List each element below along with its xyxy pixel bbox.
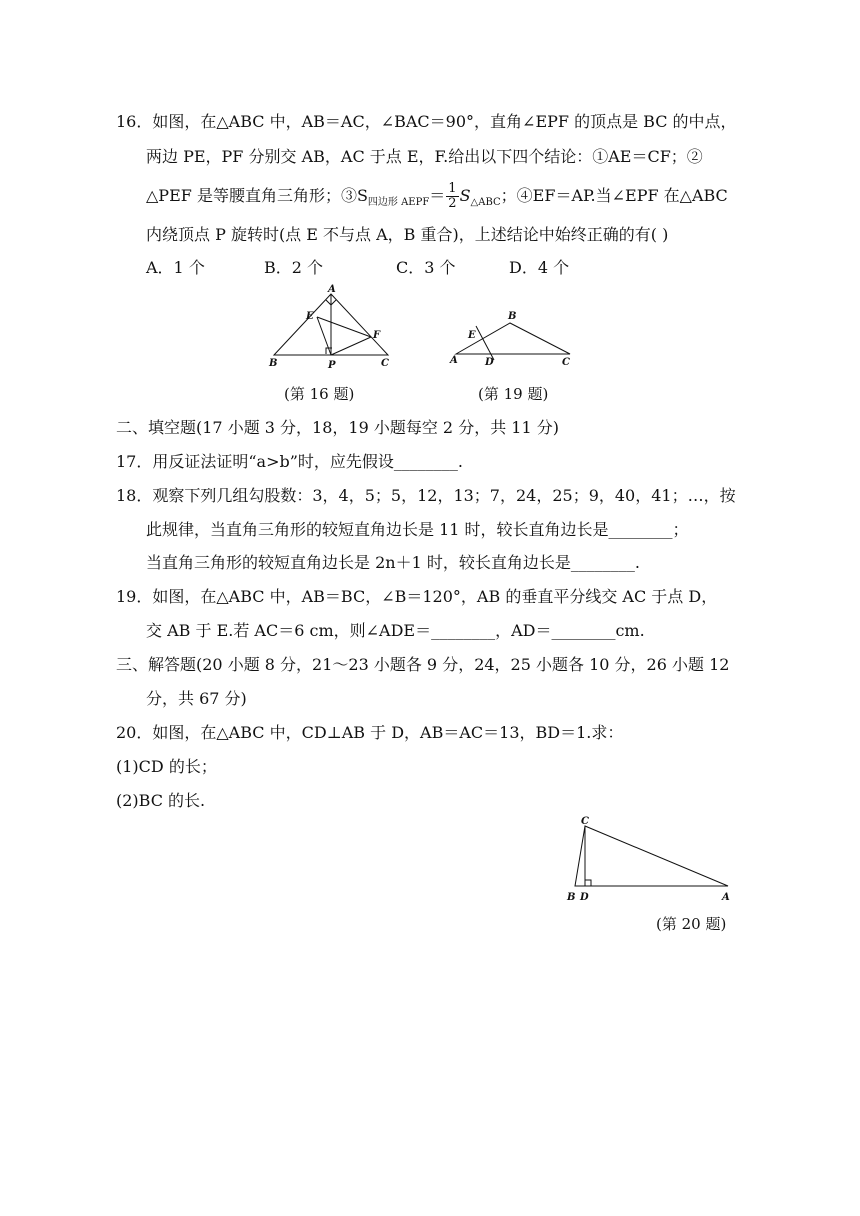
q19-label-a: A <box>450 355 458 366</box>
q16-segment-pe <box>317 317 331 355</box>
q19-caption: (第 19 题) <box>478 385 549 403</box>
q20-subquestion-1: (1)CD 的长； <box>116 757 217 776</box>
q20-triangle-abc <box>575 826 728 886</box>
q16-label-a: A <box>328 284 336 295</box>
q18-line-2: 此规律，当直角三角形的较短直角边长是 11 时，较长直角边长是________； <box>146 520 689 539</box>
q16-subscript-quad: 四边形 AEPF <box>367 197 430 208</box>
q18-line-1: 18．观察下列几组勾股数：3，4，5；5，12，13；7，24，25；9，40，41；…，按 <box>116 486 736 505</box>
q16-subscript-triangle: △ABC <box>470 197 501 208</box>
q16-caption: (第 16 题) <box>284 385 355 403</box>
q16-label-e: E <box>306 311 314 322</box>
q16-line-3-text-a: △PEF 是等腰直角三角形；③S <box>146 186 368 205</box>
q17-text: 17．用反证法证明“a>b”时，应先假设________. <box>116 452 463 471</box>
q20-label-b: B <box>567 892 576 903</box>
q16-line-2: 两边 PE，PF 分别交 AB，AC 于点 E，F.给出以下四个结论：①AE＝CF；② <box>146 147 703 166</box>
section-3-heading-line-1: 三、解答题(20 小题 8 分，21～23 小题各 9 分，24，25 小题各 10 分，26 小题 12 <box>116 655 730 674</box>
q20-label-d: D <box>580 892 589 903</box>
q19-perpendicular-bisector <box>476 326 494 360</box>
q20-line-1: 20．如图，在△ABC 中，CD⊥AB 于 D，AB＝AC＝13，BD＝1.求： <box>116 723 624 742</box>
q16-figure <box>262 284 402 374</box>
q16-option-d: D．4 个 <box>509 258 570 277</box>
q16-segment-pf <box>331 337 371 355</box>
fraction-denominator: 2 <box>448 196 457 211</box>
q19-label-e: E <box>468 330 476 341</box>
q19-label-c: C <box>562 357 570 368</box>
q16-area-s: S <box>459 186 471 205</box>
q16-segment-ef <box>317 317 371 337</box>
q16-fraction <box>446 182 458 211</box>
q20-label-a: A <box>722 892 730 903</box>
q19-line-2: 交 AB 于 E.若 AC＝6 cm，则∠ADE＝________，AD＝________cm. <box>146 621 645 640</box>
q16-option-c: C．3 个 <box>396 258 456 277</box>
q16-label-b: B <box>269 358 278 369</box>
q20-figure <box>560 812 740 908</box>
q20-subquestion-2: (2)BC 的长. <box>116 791 206 810</box>
section-2-heading: 二、填空题(17 小题 3 分，18，19 小题每空 2 分，共 11 分) <box>116 418 559 437</box>
q16-line-3-text-b: ；④EF＝AP.当∠EPF 在△ABC <box>500 186 728 205</box>
q16-option-b: B．2 个 <box>264 258 324 277</box>
fraction-numerator: 1 <box>448 181 457 196</box>
q20-caption: (第 20 题) <box>656 915 727 933</box>
q19-label-d: D <box>485 357 494 368</box>
q19-label-b: B <box>508 311 517 322</box>
q19-line-1: 19．如图，在△ABC 中，AB＝BC，∠B＝120°，AB 的垂直平分线交 AC 于点 D， <box>116 587 718 606</box>
q16-label-c: C <box>381 358 389 369</box>
q16-line-3 <box>146 182 728 211</box>
section-3-heading-line-2: 分，共 67 分) <box>146 689 247 708</box>
q16-line-4: 内绕顶点 P 旋转时(点 E 不与点 A，B 重合)，上述结论中始终正确的有( ) <box>146 225 669 244</box>
q19-figure <box>444 306 584 372</box>
q16-line-1: 16．如图，在△ABC 中，AB＝AC，∠BAC＝90°，直角∠EPF 的顶点是 BC 的中点， <box>116 112 737 131</box>
q20-label-c: C <box>581 816 589 827</box>
q16-label-p: P <box>328 360 336 371</box>
q20-right-angle-d <box>585 880 591 886</box>
q18-line-3: 当直角三角形的较短直角边长是 2n＋1 时，较长直角边长是________. <box>146 553 640 572</box>
q16-option-a: A．1 个 <box>146 258 205 277</box>
q16-equals: ＝ <box>429 186 446 205</box>
q16-label-f: F <box>373 330 381 341</box>
